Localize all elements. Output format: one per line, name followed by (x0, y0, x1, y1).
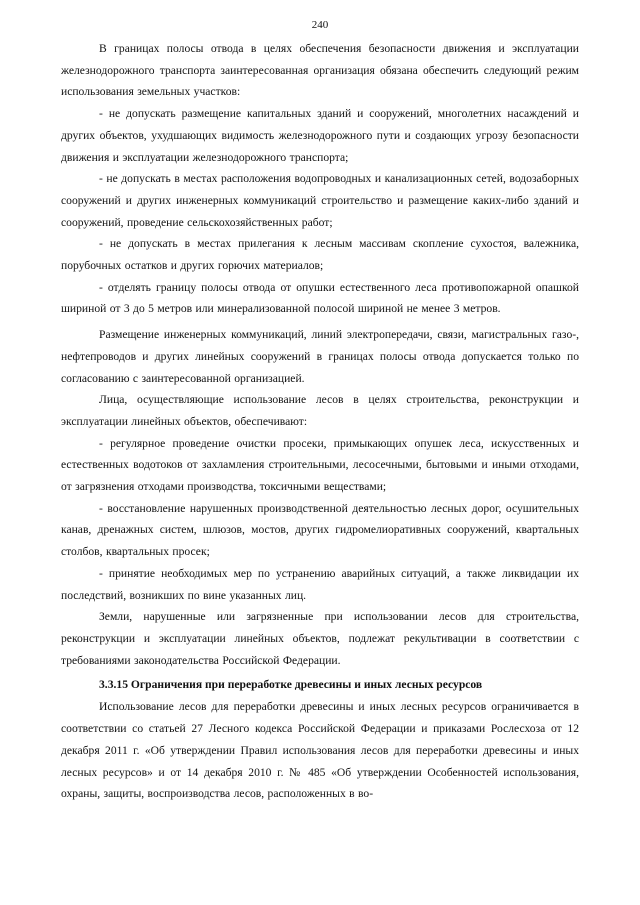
list-item-no-deadwood-accumulation: - не допускать в местах прилегания к лесным массивам скопление сухостоя, валежника, порубочных остатков и других горючих материалов; (61, 237, 579, 273)
paragraph-land-recultivation: Земли, нарушенные или загрязненные при использовании лесов для строительства, реконструкции и эксплуатации линейных объектов, подлежат рекультивации в соответствии с требованиями законодательства Российской Федерации. (61, 610, 579, 667)
section-heading: 3.3.15 Ограничения при переработке древесины и иных лесных ресурсов (99, 678, 483, 692)
page-number: 240 (311, 19, 329, 31)
list-item-no-construction-near-networks: - не допускать в местах расположения водопроводных и канализационных сетей, водозаборных сооружений и других инженерных коммуникаций строительство и размещение каких-либо зданий и сооружений, проведение сельскохозяйственных работ; (61, 172, 579, 229)
list-item-fire-break: - отделять границу полосы отвода от опушки естественного леса противопожарной опашкой шириной от 3 до 5 метров или минерализованной полосой шириной не менее 3 метров. (61, 280, 579, 316)
paragraph-engineering-communications: Размещение инженерных коммуникаций, линий электропередачи, связи, магистральных газо-, нефтепроводов и других линейных сооружений в границах полосы отвода допускается только по согласованию с заинтересованной организацией. (61, 328, 579, 385)
document-body (61, 38, 579, 805)
paragraph-wood-processing-restrictions: Использование лесов для переработки древесины и иных лесных ресурсов ограничивается в соответствии со статьей 27 Лесного кодекса Российской Федерации и приказами Рослесхоза от 12 декабря 2011 г. «Об утверждении Правил использования лесов для переработки древесины и иных лесных ресурсов» и от 14 декабря 2010 г. № 485 «Об утверждении Особенностей использования, охраны, защиты, воспроизводства лесов, расположенных в во- (61, 700, 579, 801)
list-item-emergency-measures: - принятие необходимых мер по устранению аварийных ситуаций, а также ликвидации их последствий, возникших по вине указанных лиц. (61, 566, 579, 602)
paragraph-right-of-way-regime: В границах полосы отвода в целях обеспечения безопасности движения и эксплуатации железнодорожного транспорта заинтересованная организация обязана обеспечить следующий режим использования земельных участков: (61, 42, 579, 99)
list-item-restoration: - восстановление нарушенных производственной деятельностью лесных дорог, осушительных канав, дренажных систем, шлюзов, мостов, других гидромелиоративных сооружений, квартальных столбов, квартальных просек; (61, 501, 579, 559)
list-item-no-capital-buildings: - не допускать размещение капитальных зданий и сооружений, многолетних насаждений и других объектов, ухудшающих видимость железнодорожного пути и создающих угрозу безопасности движения и эксплуатации железнодорожного транспорта; (61, 107, 579, 164)
list-item-clearing-cleanup: - регулярное проведение очистки просеки, примыкающих опушек леса, искусственных и естественных водотоков от захламления строительными, лесосечными, бытовыми и иными отходами, от загрязнения отходами производства, токсичными веществами; (61, 436, 579, 494)
paragraph-linear-objects-obligations: Лица, осуществляющие использование лесов в целях строительства, реконструкции и эксплуатации линейных объектов, обеспечивают: (61, 393, 579, 428)
